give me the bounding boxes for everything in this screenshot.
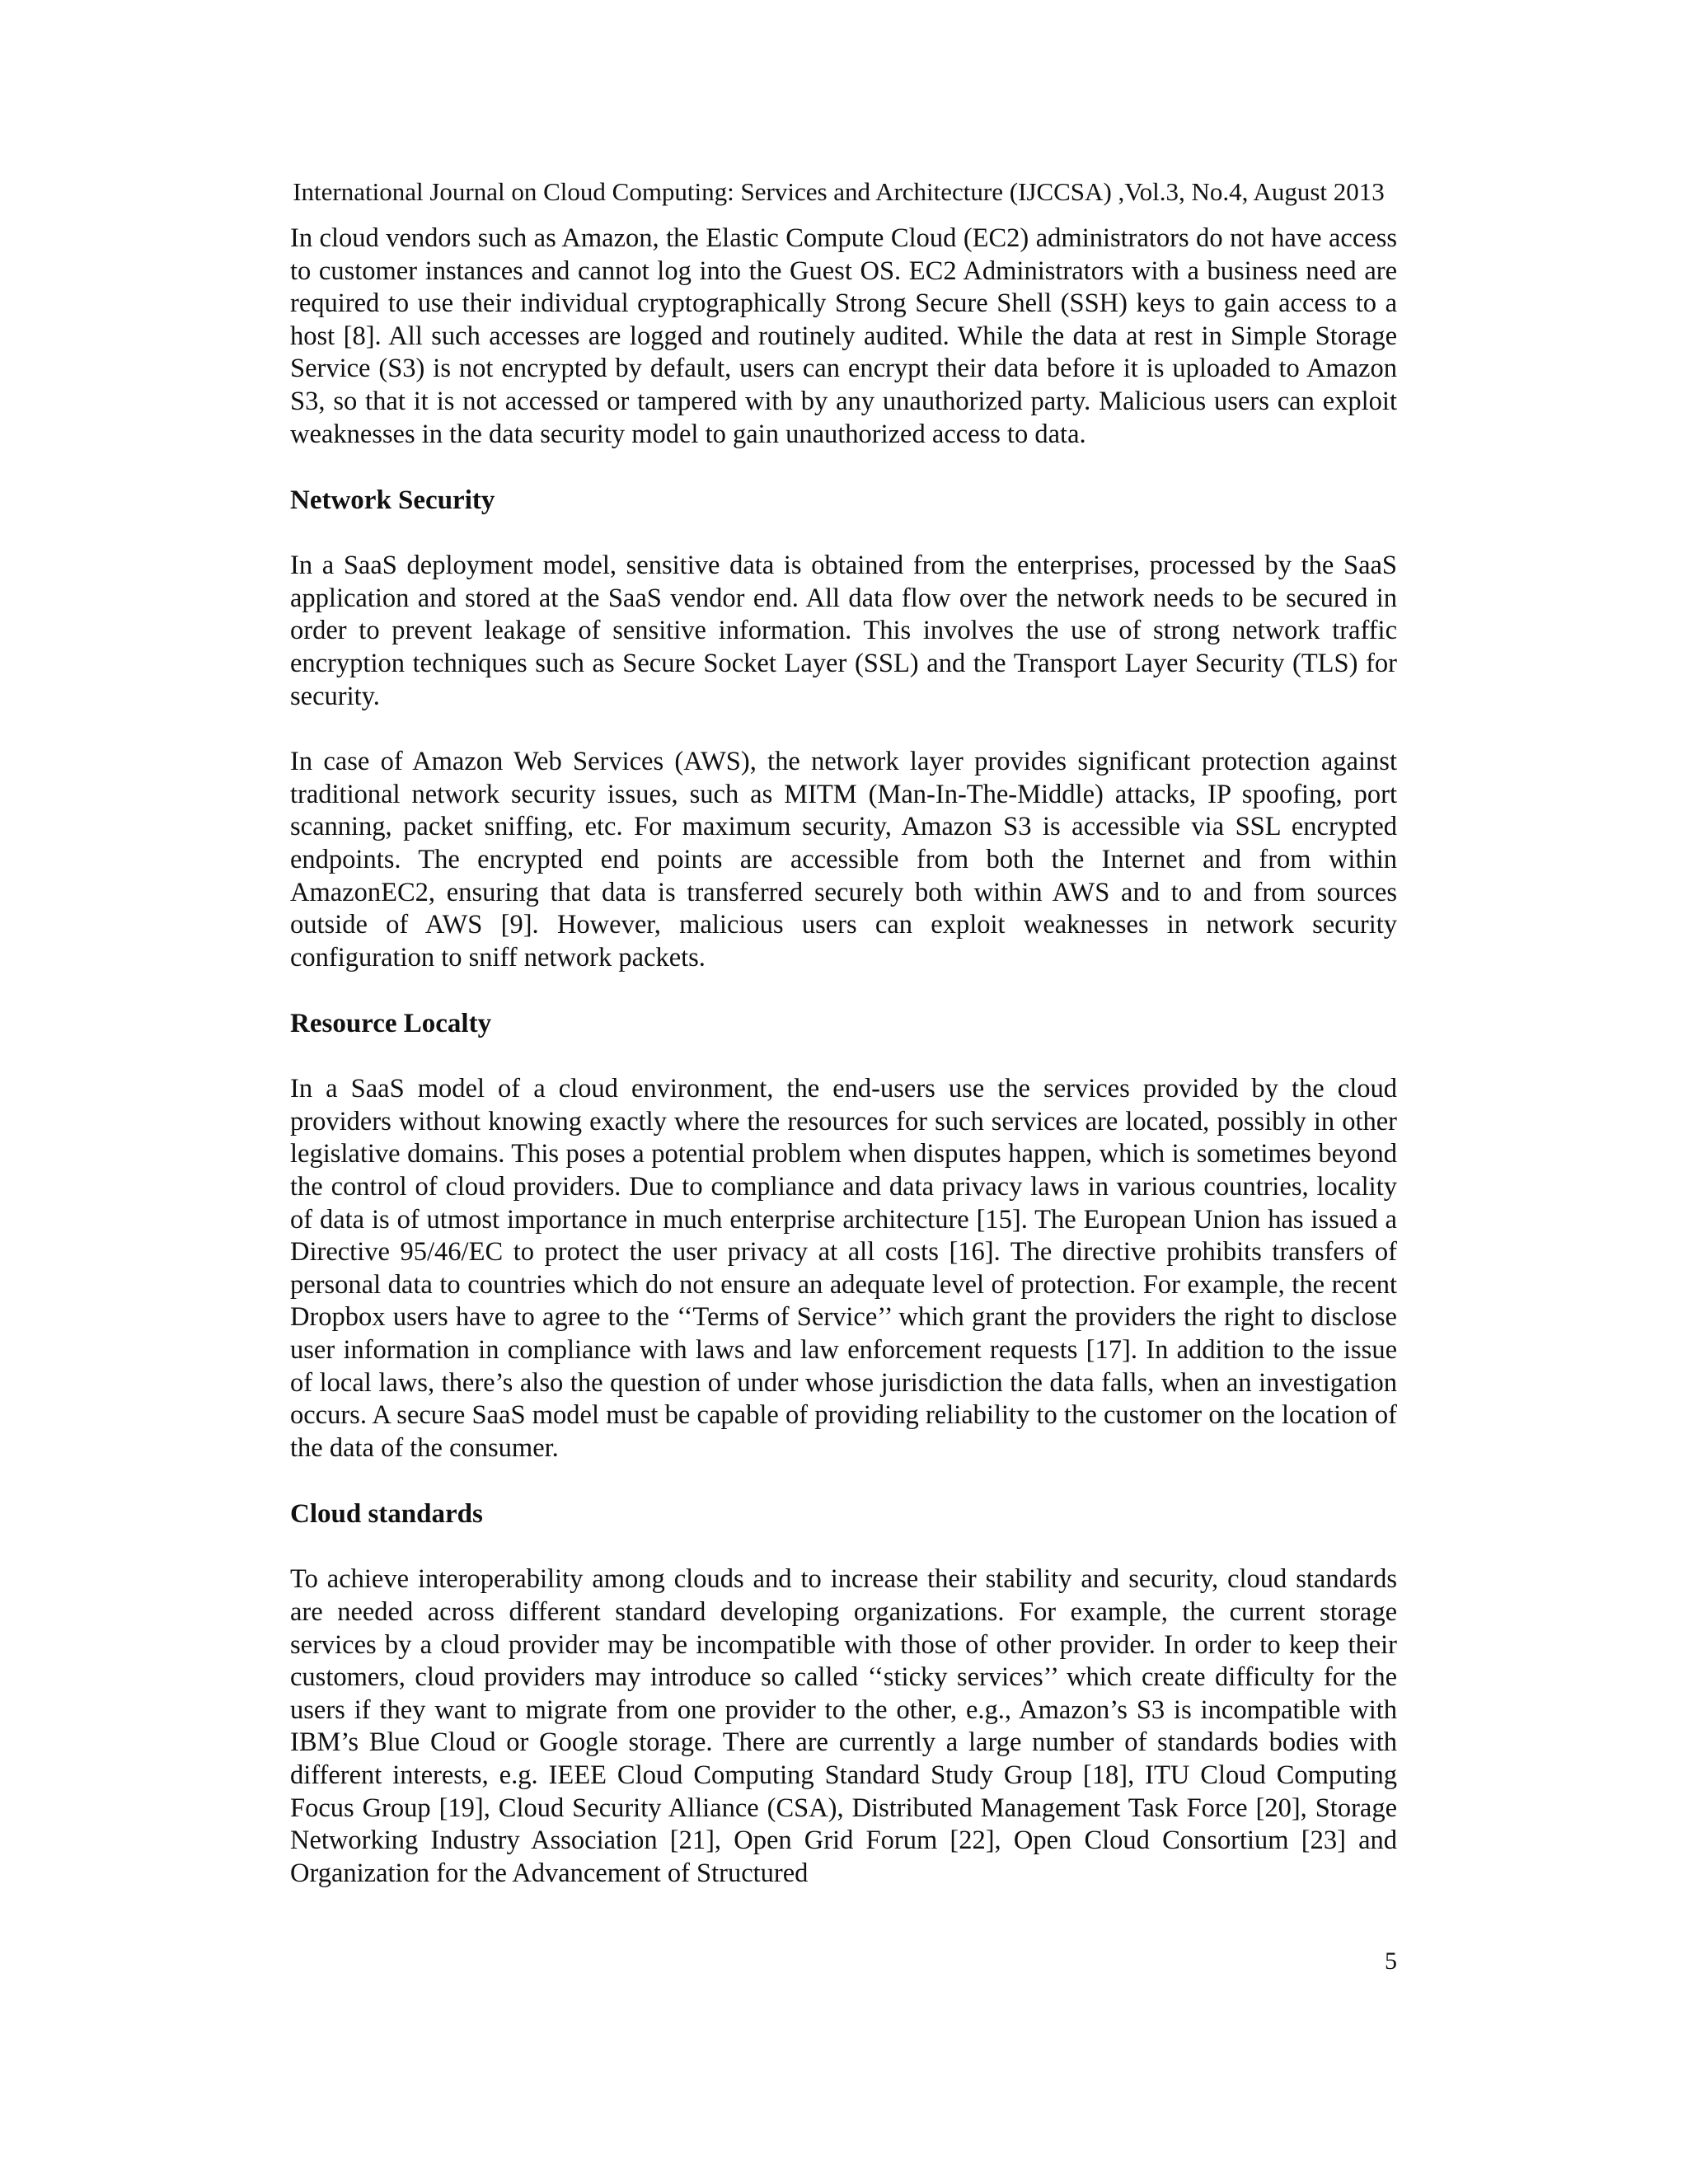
paragraph-resource-locality: In a SaaS model of a cloud environment, the end-users use the services provided by the cloud providers without knowing exactly where the resources for such services are located, possibly in other legislative domains. This poses a potential problem when disputes happen, which is sometimes beyond the control of cloud providers. Due to compliance and data privacy laws in various countries, locality of data is of utmost importance in much enterprise architecture [15]. The European Union has issued a Directive 95/46/EC to protect the user privacy at all costs [16]. The directive prohibits transfers of personal data to countries which do not ensure an adequate level of protection. For example, the recent Dropbox users have to agree to the ‘‘Terms of Service’’ which grant the providers the right to disclose user information in compliance with laws and law enforcement requests [17]. In addition to the issue of local laws, there’s also the question of under whose jurisdiction the data falls, when an investigation occurs. A secure SaaS model must be capable of providing reliability to the customer on the location of the data of the consumer. xyxy=(290,1074,1397,1463)
paragraph-cloud-standards: To achieve interoperability among clouds and to increase their stability and security, cloud standards are needed across different standard developing organizations. For example, the current storage services by a cloud provider may be incompatible with those of other provider. In order to keep their customers, cloud providers may introduce so called ‘‘sticky services’’ which create difficulty for the users if they want to migrate from one provider to the other, e.g., Amazon’s S3 is incompatible with IBM’s Blue Cloud or Google storage. There are currently a large number of standards bodies with different interests, e.g. IEEE Cloud Computing Standard Study Group [18], ITU Cloud Computing Focus Group [19], Cloud Security Alliance (CSA), Distributed Management Task Force [20], Storage Networking Industry Association [21], Open Grid Forum [22], Open Cloud Consortium [23] and Organization for the Advancement of Structured xyxy=(290,1564,1397,1888)
running-header: International Journal on Cloud Computing: Services and Architecture (IJCCSA) ,Vol.3, No.4, August 2013 xyxy=(293,177,1385,206)
paragraph-aws-network: In case of Amazon Web Services (AWS), the network layer provides significant protection against traditional network security issues, such as MITM (Man-In-The-Middle) attacks, IP spoofing, port scanning, packet sniffing, etc. For maximum security, Amazon S3 is accessible via SSL encrypted endpoints. The encrypted end points are accessible from both the Internet and from within AmazonEC2, ensuring that data is transferred securely both within AWS and to and from sources outside of AWS [9]. However, malicious users can exploit weaknesses in network security configuration to sniff network packets. xyxy=(290,747,1397,972)
heading-cloud-standards: Cloud standards xyxy=(290,1499,483,1530)
paragraph-saas-network: In a SaaS deployment model, sensitive data is obtained from the enterprises, processed by the SaaS application and stored at the SaaS vendor end. All data flow over the network needs to be secured in order to prevent leakage of sensitive information. This involves the use of strong network traffic encryption techniques such as Secure Socket Layer (SSL) and the Transport Layer Security (TLS) for security. xyxy=(290,551,1397,711)
body-text xyxy=(290,223,1397,1890)
heading-network-security: Network Security xyxy=(290,485,495,516)
heading-resource-locality: Resource Localty xyxy=(290,1009,492,1039)
paragraph-ec2-admin-access: In cloud vendors such as Amazon, the Elastic Compute Cloud (EC2) administrators do not have access to customer instances and cannot log into the Guest OS. EC2 Administrators with a business need are required to use their individual cryptographically Strong Secure Shell (SSH) keys to gain access to a host [8]. All such accesses are logged and routinely audited. While the data at rest in Simple Storage Service (S3) is not encrypted by default, users can encrypt their data before it is uploaded to Amazon S3, so that it is not accessed or tampered with by any unauthorized party. Malicious users can exploit weaknesses in the data security model to gain unauthorized access to data. xyxy=(290,223,1397,449)
page-number: 5 xyxy=(1385,1947,1397,1975)
